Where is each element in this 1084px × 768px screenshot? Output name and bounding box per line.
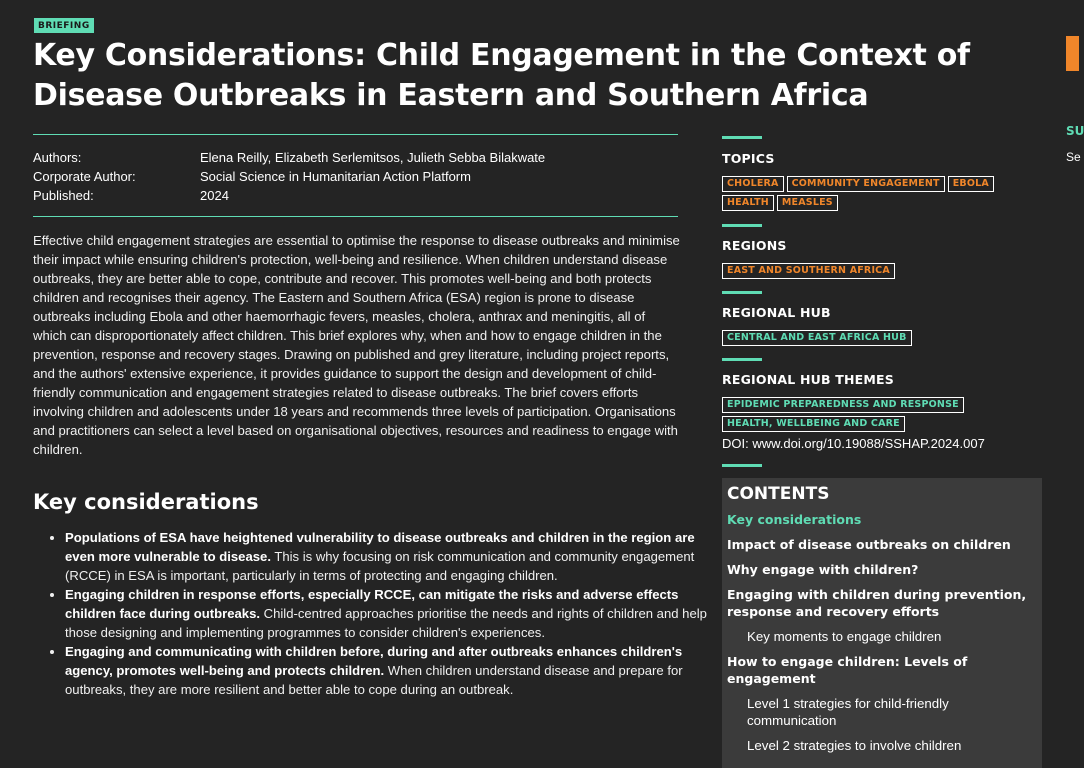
download-button-partial[interactable] <box>1066 36 1079 71</box>
tag-ebola[interactable]: EBOLA <box>948 176 994 192</box>
far-right-text: Se <box>1066 150 1081 164</box>
toc-why-engage[interactable]: Why engage with children? <box>727 562 919 577</box>
key-considerations-heading: Key considerations <box>33 490 259 514</box>
toc-engaging-during-efforts[interactable]: Engaging with children during prevention, response and recovery efforts <box>727 587 1027 619</box>
topics-heading: TOPICS <box>722 151 775 166</box>
key-point-bold: Engaging and communicating with children before, during and after outbreaks enhances children's agency, promotes well-being and protects children. <box>65 644 683 678</box>
contents-panel <box>722 478 1042 768</box>
tag-cholera[interactable]: CHOLERA <box>722 176 784 192</box>
tag-central-and-east-africa-hub[interactable]: CENTRAL AND EAST AFRICA HUB <box>722 330 912 346</box>
regions-tags <box>722 263 1042 279</box>
divider-meta <box>33 216 678 217</box>
tag-east-and-southern-africa[interactable]: EAST AND SOUTHERN AFRICA <box>722 263 895 279</box>
hub-accent-bar <box>722 291 762 294</box>
list-item <box>65 642 713 699</box>
list-item <box>65 528 713 585</box>
toc-level-1[interactable]: Level 1 strategies for child-friendly communication <box>747 696 949 728</box>
published-label: Published: <box>33 188 94 203</box>
tag-health-wellbeing-care[interactable]: HEALTH, WELLBEING AND CARE <box>722 416 905 432</box>
regions-heading: REGIONS <box>722 238 787 253</box>
contents-title: CONTENTS <box>727 484 830 504</box>
regions-accent-bar <box>722 224 762 227</box>
divider-top <box>33 134 678 135</box>
topics-accent-bar <box>722 136 762 139</box>
key-point-text: This is why focusing on risk communication and community engagement (RCCE) in ESA is important, particularly in terms of protecting and engaging children. <box>65 549 695 583</box>
contents-list <box>727 511 1032 762</box>
toc-key-moments[interactable]: Key moments to engage children <box>747 629 942 644</box>
topics-tags <box>722 176 1042 211</box>
themes-accent-bar <box>722 358 762 361</box>
tag-health[interactable]: HEALTH <box>722 195 774 211</box>
authors-value: Elena Reilly, Elizabeth Serlemitsos, Julieth Sebba Bilakwate <box>200 150 546 165</box>
far-right-link[interactable]: SU <box>1066 124 1084 138</box>
key-point-text: When children understand disease and prepare for outbreaks, they are more resilient and better able to cope during an outbreak. <box>65 663 683 697</box>
toc-how-to-engage[interactable]: How to engage children: Levels of engagement <box>727 654 968 686</box>
abstract: Effective child engagement strategies are essential to optimise the response to disease outbreaks and minimise their impact while ensuring children's protection, well-being and resilience. When children understand disease outbreaks, they are better able to cope, contribute and recover. This promotes well-being and both protects children and recognises their agency. The Eastern and Southern Africa (ESA) region is prone to disease outbreaks including Ebola and other haemorrhagic fevers, measles, cholera, anthrax and meningitis, all of which can disproportionately affect children. This brief explores why, when and how to engage children in the prevention, response and recovery stages. Drawing on published and grey literature, including project reports, and the authors' extensive experience, it provides guidance to support the design and development of child-friendly communication and engagement strategies related to disease outbreaks. The brief covers efforts involving children and adolescents under 18 years and recommends three levels of participation. Organisations and practitioners can select a level based on organisational objectives, resources and readiness to engage with children. <box>33 233 680 457</box>
key-point-bold: Populations of ESA have heightened vulnerability to disease outbreaks and children in the region are even more vulnerable to disease. <box>65 530 695 564</box>
regional-hub-themes-heading: REGIONAL HUB THEMES <box>722 372 894 387</box>
tag-epidemic-preparedness[interactable]: EPIDEMIC PREPAREDNESS AND RESPONSE <box>722 397 964 413</box>
corporate-author-label: Corporate Author: <box>33 169 136 184</box>
key-considerations-list <box>33 528 713 699</box>
list-item <box>65 585 713 642</box>
tag-community-engagement[interactable]: COMMUNITY ENGAGEMENT <box>787 176 945 192</box>
toc-impact-of-outbreaks[interactable]: Impact of disease outbreaks on children <box>727 537 1011 552</box>
contents-accent-bar <box>722 464 762 467</box>
tag-measles[interactable]: MEASLES <box>777 195 838 211</box>
key-point-bold: Engaging children in response efforts, especially RCCE, can mitigate the risks and adverse effects children face during outbreaks. <box>65 587 679 621</box>
corporate-author-value: Social Science in Humanitarian Action Platform <box>200 169 471 184</box>
briefing-badge: BRIEFING <box>34 18 94 33</box>
metadata-block <box>33 148 545 205</box>
regional-hub-heading: REGIONAL HUB <box>722 305 831 320</box>
toc-level-2[interactable]: Level 2 strategies to involve children <box>747 738 962 753</box>
themes-tags <box>722 397 1042 432</box>
authors-label: Authors: <box>33 150 82 165</box>
hub-tags <box>722 330 1042 346</box>
page-title: Key Considerations: Child Engagement in the Context of Disease Outbreaks in Eastern and Southern Africa <box>33 38 970 113</box>
doi-link[interactable]: DOI: www.doi.org/10.19088/SSHAP.2024.007 <box>722 436 985 451</box>
key-point-text: Child-centred approaches prioritise the needs and rights of children and help those designing and implementing programmes to consider children's experiences. <box>65 606 707 640</box>
toc-key-considerations[interactable]: Key considerations <box>727 512 862 527</box>
published-value: 2024 <box>200 188 229 203</box>
